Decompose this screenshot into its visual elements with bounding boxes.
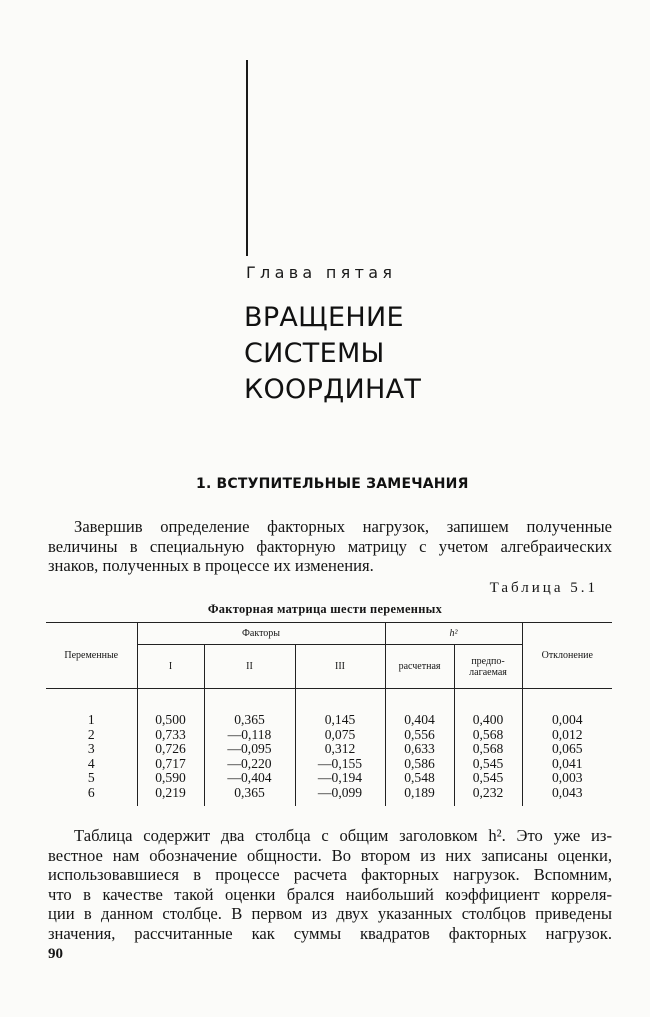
header-variables: Переменные: [46, 623, 137, 689]
cell-factor-2: —0,118: [204, 728, 295, 743]
cell-factor-1: 0,590: [137, 771, 204, 786]
chapter-title-line: ВРАЩЕНИЕ: [244, 302, 404, 333]
cell-deviation: 0,041: [522, 757, 612, 772]
cell-h2-calculated: 0,548: [385, 771, 454, 786]
cell-h2-calculated: 0,586: [385, 757, 454, 772]
paragraph-line: Завершив определение факторных нагрузок, запишем полученные: [74, 517, 612, 536]
cell-factor-3: 0,145: [295, 713, 385, 728]
cell-variable: 5: [87, 770, 95, 786]
page-number: 90: [48, 946, 63, 962]
header-factors: Факторы: [137, 623, 385, 645]
header-factor-2: II: [204, 645, 295, 689]
cell-h2-assumed: 0,400: [454, 713, 522, 728]
body-paragraph: [48, 826, 612, 943]
cell-factor-2: 0,365: [204, 786, 295, 806]
cell-h2-calculated: 0,556: [385, 728, 454, 743]
section-heading: 1. ВСТУПИТЕЛЬНЫЕ ЗАМЕЧАНИЯ: [196, 476, 469, 492]
cell-factor-2: 0,365: [204, 713, 295, 728]
cell-h2-assumed: 0,232: [454, 786, 522, 806]
cell-variable: 1: [87, 712, 95, 727]
cell-variable: 6: [87, 784, 95, 800]
paragraph-line: знаков, полученных в процессе их изменения.: [48, 556, 374, 575]
cell-variable: 3: [87, 741, 95, 757]
cell-factor-2: —0,095: [204, 742, 295, 757]
paragraph-line: ции в данном столбце. В первом из двух указанных столбцов приведены: [48, 904, 612, 923]
chapter-vertical-rule: [246, 60, 248, 256]
cell-variable: 2: [87, 726, 95, 742]
chapter-label: Глава пятая: [246, 263, 397, 282]
header-h2-assumed: [454, 645, 522, 689]
table-caption: Факторная матрица шести переменных: [207, 602, 443, 616]
cell-factor-1: 0,726: [137, 742, 204, 757]
paragraph-line: величины в специальную факторную матрицу с учетом алгебраических: [48, 536, 612, 556]
cell-h2-calculated: 0,189: [385, 786, 454, 806]
table-row: [46, 713, 612, 728]
cell-factor-1: 0,219: [137, 786, 204, 806]
paragraph-line: Таблица содержит два столбца с общим заголовком h². Это уже из-: [74, 826, 612, 845]
header-deviation: Отклонение: [522, 623, 612, 689]
chapter-title: [244, 300, 421, 408]
chapter-title-line: КООРДИНАТ: [244, 374, 422, 405]
paragraph-line: использовавшиеся в процессе расчета факторных нагрузок. Вспомним,: [48, 865, 612, 884]
cell-factor-1: 0,500: [137, 713, 204, 728]
cell-factor-3: 0,075: [295, 728, 385, 743]
paragraph-line: вестное нам обозначение общности. Во втором из них записаны оценки,: [48, 845, 612, 865]
cell-h2-assumed: 0,545: [454, 771, 522, 786]
cell-deviation: 0,012: [522, 728, 612, 743]
cell-deviation: 0,065: [522, 742, 612, 757]
factor-matrix-table: [46, 622, 612, 806]
table-number: Таблица 5.1: [489, 580, 598, 596]
table-row: [46, 771, 612, 786]
cell-factor-3: —0,155: [295, 757, 385, 772]
header-h2: h²: [385, 623, 522, 645]
cell-factor-2: —0,220: [204, 757, 295, 772]
cell-h2-calculated: 0,633: [385, 742, 454, 757]
header-factor-3: III: [295, 645, 385, 689]
cell-factor-3: —0,099: [295, 786, 385, 806]
cell-variable: 4: [87, 755, 95, 771]
header-h2-calculated: расчетная: [385, 645, 454, 689]
cell-factor-3: —0,194: [295, 771, 385, 786]
paragraph-line: что в качестве такой оценки брался наибольший коэффициент корреля-: [48, 884, 612, 904]
cell-factor-1: 0,733: [137, 728, 204, 743]
paragraph-line: значения, рассчитанные как суммы квадратов факторных нагрузок.: [48, 923, 612, 943]
cell-deviation: 0,043: [522, 786, 612, 806]
cell-factor-3: 0,312: [295, 742, 385, 757]
chapter-title-line: СИСТЕМЫ: [244, 338, 385, 369]
cell-factor-1: 0,717: [137, 757, 204, 772]
cell-factor-2: —0,404: [204, 771, 295, 786]
table-row: [46, 742, 612, 757]
header-factor-1: I: [137, 645, 204, 689]
cell-deviation: 0,004: [522, 713, 612, 728]
table-row: [46, 728, 612, 743]
table-row: [46, 786, 612, 806]
cell-h2-assumed: 0,545: [454, 757, 522, 772]
cell-h2-assumed: 0,568: [454, 742, 522, 757]
table-row: [46, 757, 612, 772]
intro-paragraph: [48, 517, 612, 576]
cell-h2-calculated: 0,404: [385, 713, 454, 728]
header-h2-assumed-line: предпо-: [471, 655, 505, 667]
header-h2-assumed-line: лагаемая: [469, 666, 507, 678]
cell-deviation: 0,003: [522, 771, 612, 786]
cell-h2-assumed: 0,568: [454, 728, 522, 743]
